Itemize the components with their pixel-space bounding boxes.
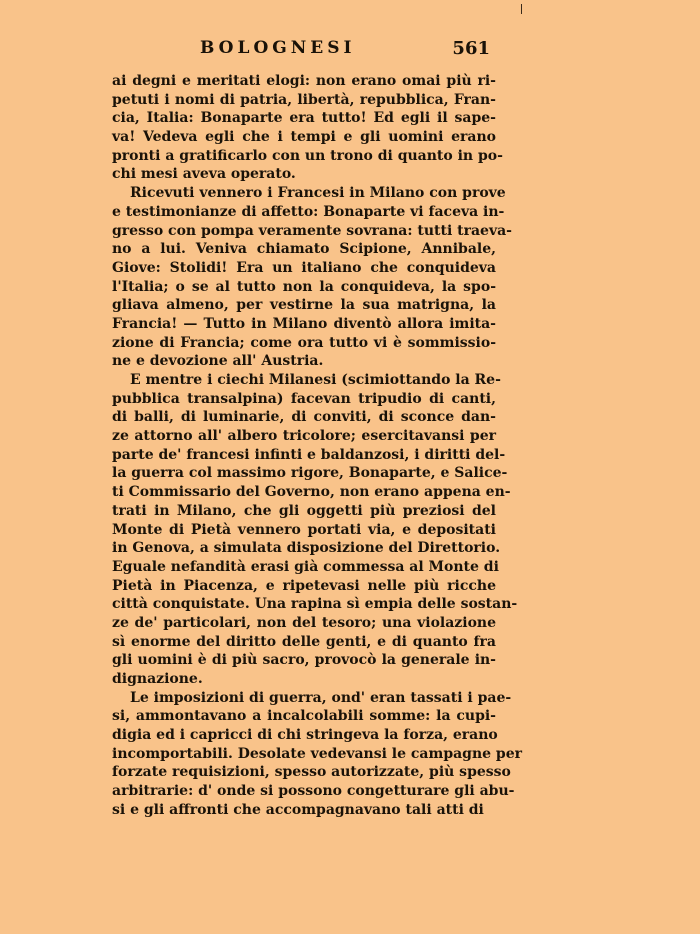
text-line: petuti i nomi di patria, libertà, repubblica, Fran- xyxy=(112,91,496,108)
text-line: chi mesi aveva operato. xyxy=(112,166,296,183)
text-line: pubblica transalpina) facevan tripudio di canti, xyxy=(112,390,496,407)
text-line: Eguale nefandità erasi già commessa al Monte di xyxy=(112,558,499,575)
text-line: va! Vedeva egli che i tempi e gli uomini erano xyxy=(112,129,496,146)
text-line: trati in Milano, che gli oggetti più preziosi del xyxy=(112,502,496,519)
text-line: Le imposizioni di guerra, ond' eran tassati i pae- xyxy=(130,689,512,706)
text-line: no a lui. Veniva chiamato Scipione, Annibale, xyxy=(112,241,496,258)
text-line: gliava almeno, per vestirne la sua matrigna, la xyxy=(112,297,496,314)
text-line: città conquistate. Una rapina sì empia delle sostan- xyxy=(112,596,518,613)
text-line: la guerra col massimo rigore, Bonaparte, e Salice- xyxy=(112,465,508,482)
text-line: si, ammontavano a incalcolabili somme: la cupi- xyxy=(112,708,496,725)
paragraph xyxy=(112,371,518,689)
text-line: cia, Italia: Bonaparte era tutto! Ed egli il sape- xyxy=(112,110,496,127)
running-header xyxy=(200,38,490,62)
text-line: zione di Francia; come ora tutto vi è sommissio- xyxy=(112,334,496,351)
text-line: ai degni e meritati elogi: non erano omai più ri- xyxy=(112,73,496,89)
text-line: ze attorno all' albero tricolore; esercitavansi per xyxy=(112,428,496,445)
page-number: 561 xyxy=(452,38,490,59)
text-line: parte de' francesi infinti e baldanzosi, i diritti del- xyxy=(112,446,506,463)
paragraph xyxy=(112,72,503,184)
text-line: Francia! — Tutto in Milano diventò allora imita- xyxy=(112,315,496,332)
text-line: forzate requisizioni, spesso autorizzate, più spesso xyxy=(112,764,511,781)
text-line: pronti a gratificarlo con un trono di quanto in po- xyxy=(112,147,503,164)
text-line: incomportabili. Desolate vedevansi le campagne per xyxy=(112,745,522,762)
text-line: Pietà in Piacenza, e ripetevasi nelle più ricche xyxy=(112,577,496,594)
text-line: sì enorme del diritto delle genti, e di quanto fra xyxy=(112,633,496,650)
text-line: Monte di Pietà vennero portati via, e depositati xyxy=(112,521,496,538)
margin-mark xyxy=(521,4,522,14)
text-line: in Genova, a simulata disposizione del Direttorio. xyxy=(112,540,501,557)
text-line: ti Commissario del Governo, non erano appena en- xyxy=(112,484,511,501)
paragraph xyxy=(112,184,512,371)
text-line: Ricevuti vennero i Francesi in Milano con prove xyxy=(130,185,506,202)
text-line: e testimonianze di affetto: Bonaparte vi faceva in- xyxy=(112,203,505,220)
text-line: arbitrarie: d' onde si possono congetturare gli abu- xyxy=(112,783,515,800)
text-line: ne e devozione all' Austria. xyxy=(112,353,324,370)
body-text xyxy=(112,72,522,820)
text-line: ze de' particolari, non del tesoro; una violazione xyxy=(112,614,496,631)
paragraph xyxy=(112,689,522,820)
text-line: digia ed i capricci di chi stringeva la forza, erano xyxy=(112,727,498,744)
text-line: dignazione. xyxy=(112,671,203,687)
text-line: l'Italia; o se al tutto non la conquideva, la spo- xyxy=(112,278,496,295)
text-line: gresso con pompa veramente sovrana: tutti traeva- xyxy=(112,222,512,239)
text-line: Giove: Stolidi! Era un italiano che conquideva xyxy=(112,259,496,276)
text-line: E mentre i ciechi Milanesi (scimiottando la Re- xyxy=(130,372,501,388)
text-line: di balli, di luminarie, di conviti, di sconce dan- xyxy=(112,409,496,426)
running-title: BOLOGNESI xyxy=(200,38,356,58)
text-line: gli uomini è di più sacro, provocò la generale in- xyxy=(112,652,496,669)
text-line: si e gli affronti che accompagnavano tali atti di xyxy=(112,801,484,818)
